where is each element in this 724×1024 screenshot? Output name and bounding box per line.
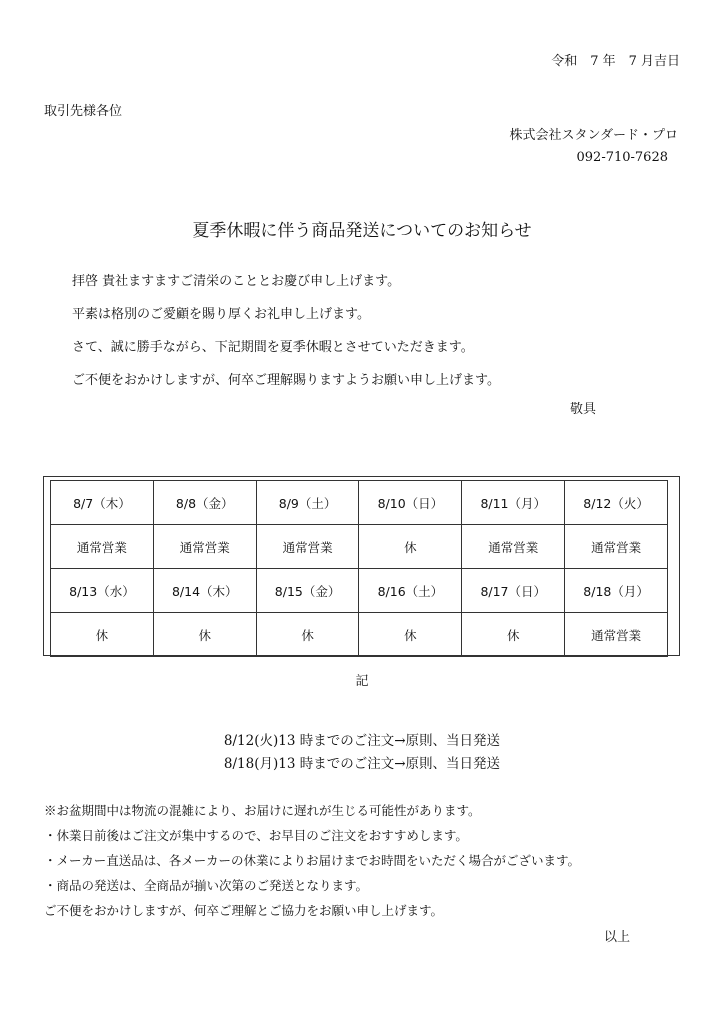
schedule-status-cell: 休 (359, 525, 462, 569)
schedule-status-row (51, 613, 668, 657)
schedule-date-cell: 8/8（金） (153, 481, 256, 525)
schedule-date-cell: 8/17（日） (462, 569, 565, 613)
note-direct-shipping: ・メーカー直送品は、各メーカーの休業によりお届けまでお時間をいただく場合がございます。 (44, 853, 581, 868)
schedule-date-cell: 8/7（木） (51, 481, 154, 525)
schedule-status-cell: 通常営業 (565, 525, 668, 569)
schedule-table (50, 480, 668, 657)
note-complete-shipping: ・商品の発送は、全商品が揃い次第のご発送となります。 (44, 878, 369, 893)
schedule-frame (43, 476, 680, 656)
document-title: 夏季休暇に伴う商品発送についてのお知らせ (192, 221, 532, 241)
schedule-status-cell: 通常営業 (153, 525, 256, 569)
schedule-status-cell: 通常営業 (256, 525, 359, 569)
shipping-line-0818: 8/18(月)13 時までのご注文→原則、当日発送 (223, 756, 501, 772)
body-line-thanks: 平素は格別のご愛顧を賜り厚くお礼申し上げます。 (72, 307, 370, 322)
body-line-apology: ご不便をおかけしますが、何卒ご理解賜りますようお願い申し上げます。 (72, 373, 500, 388)
schedule-date-cell: 8/9（土） (256, 481, 359, 525)
schedule-date-cell: 8/13（水） (51, 569, 154, 613)
issue-date: 令和 7 年 7 月吉日 (551, 54, 680, 69)
closing-ijo: 以上 (603, 930, 630, 945)
schedule-status-cell: 休 (256, 613, 359, 657)
note-apology: ご不便をおかけしますが、何卒ご理解とご協力をお願い申し上げます。 (44, 903, 444, 918)
body-line-greeting: 拝啓 貴社ますますご清栄のこととお慶び申し上げます。 (72, 274, 401, 289)
schedule-status-row (51, 525, 668, 569)
note-obon-delay: ※お盆期間中は物流の混雑により、お届けに遅れが生じる可能性があります。 (44, 803, 481, 818)
schedule-date-cell: 8/10（日） (359, 481, 462, 525)
recipient: 取引先様各位 (44, 104, 123, 119)
company-name: 株式会社スタンダード・プロ (509, 128, 678, 143)
schedule-date-cell: 8/18（月） (565, 569, 668, 613)
schedule-date-cell: 8/14（木） (153, 569, 256, 613)
closing-keigu: 敬具 (569, 402, 596, 417)
schedule-date-cell: 8/15（金） (256, 569, 359, 613)
schedule-date-cell: 8/16（土） (359, 569, 462, 613)
note-early-order: ・休業日前後はご注文が集中するので、お早目のご注文をおすすめします。 (44, 828, 468, 843)
schedule-status-cell: 通常営業 (565, 613, 668, 657)
ki-heading: 記 (355, 674, 369, 689)
body-line-announcement: さて、誠に勝手ながら、下記期間を夏季休暇とさせていただきます。 (72, 340, 474, 355)
schedule-status-cell: 休 (153, 613, 256, 657)
schedule-status-cell: 通常営業 (462, 525, 565, 569)
schedule-status-cell: 通常営業 (51, 525, 154, 569)
schedule-date-cell: 8/12（火） (565, 481, 668, 525)
schedule-status-cell: 休 (359, 613, 462, 657)
schedule-status-cell: 休 (51, 613, 154, 657)
schedule-date-row (51, 481, 668, 525)
schedule-date-row (51, 569, 668, 613)
schedule-date-cell: 8/11（月） (462, 481, 565, 525)
phone-number: 092-710-7628 (576, 150, 668, 165)
shipping-line-0812: 8/12(火)13 時までのご注文→原則、当日発送 (223, 733, 501, 749)
schedule-status-cell: 休 (462, 613, 565, 657)
